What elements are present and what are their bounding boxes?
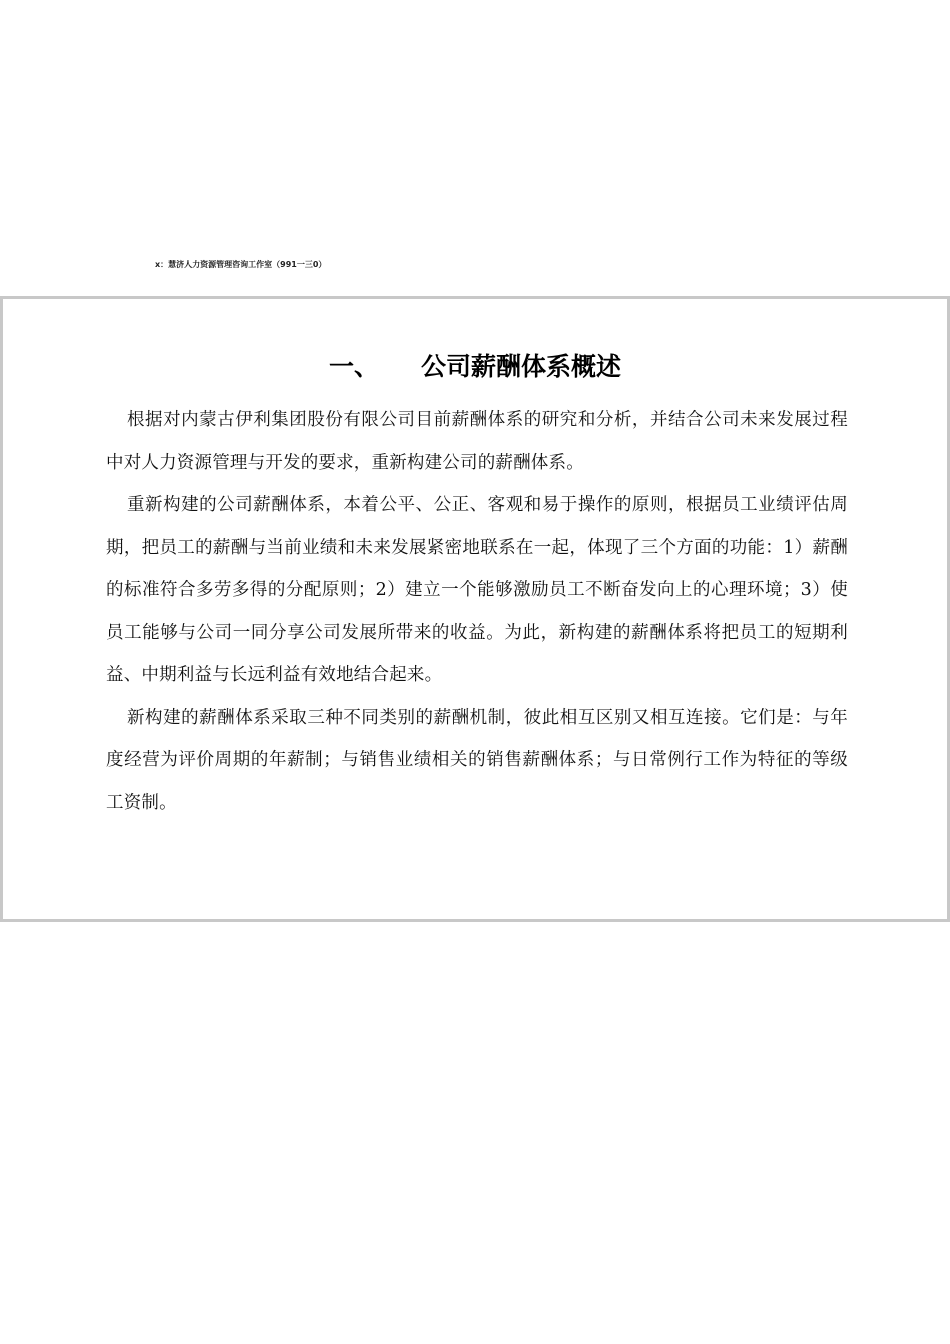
content-frame: [0, 296, 950, 922]
section-title-text: 公司薪酬体系概述: [420, 352, 621, 381]
paragraph-2: 重新构建的公司薪酬体系，本着公平、公正、客观和易于操作的原则，根据员工业绩评估周期，把员工的薪酬与当前业绩和未来发展紧密地联系在一起，体现了三个方面的功能：1）薪酬的标准符合多劳多得的分配原则；2）建立一个能够激励员工不断奋发向上的心理环境；3）使员工能够与公司一同分享公司发展所带来的收益。为此，新构建的薪酬体系将把员工的短期利益、中期利益与长远利益有效地结合起来。: [106, 495, 848, 685]
paragraph-1: 根据对内蒙古伊利集团股份有限公司目前薪酬体系的研究和分析，并结合公司未来发展过程中对人力资源管理与开发的要求，重新构建公司的薪酬体系。: [106, 410, 848, 473]
body-text: [106, 399, 848, 824]
header-note: x：慧济人力资源管理咨询工作室（991一三0）: [155, 260, 327, 269]
section-title: [3, 347, 947, 383]
section-number: 一、: [328, 352, 379, 381]
paragraph-3: 新构建的薪酬体系采取三种不同类别的薪酬机制，彼此相互区别又相互连接。它们是：与年度经营为评价周期的年薪制；与销售业绩相关的销售薪酬体系；与日常例行工作为特征的等级工资制。: [106, 707, 848, 813]
